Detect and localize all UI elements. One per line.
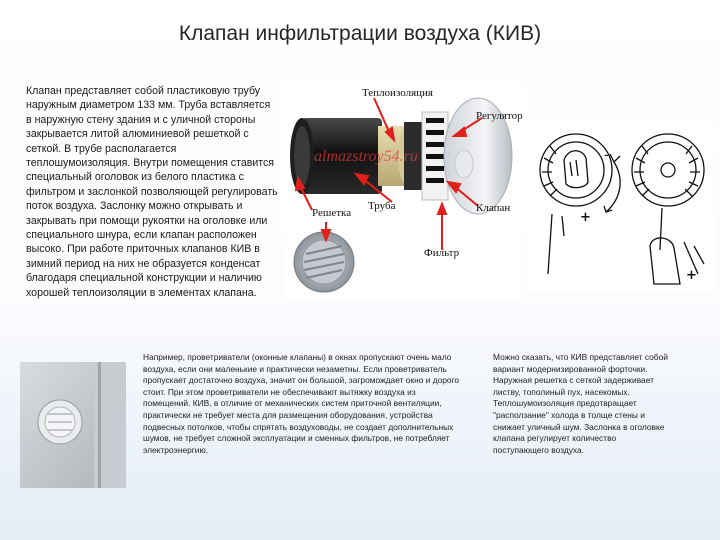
hand-adjustment-illustration	[526, 124, 716, 292]
label-grill: Решетка	[312, 207, 352, 219]
plus-sign-left: +	[580, 210, 591, 225]
plus-sign-right: +	[686, 268, 697, 283]
page-title: Клапан инфильтрации воздуха (КИВ)	[178, 22, 542, 45]
label-insulation: Теплоизоляция	[362, 87, 433, 99]
installed-valve-photo	[20, 362, 126, 488]
minus-sign: -	[604, 148, 609, 163]
hand-drawing	[526, 124, 716, 292]
label-filter: Фильтр	[424, 247, 460, 259]
label-regulator: Регулятор	[476, 110, 523, 122]
right-paragraph: Можно сказать, что КИВ представляет собой вариант модернизированной форточки. Наружная решетка с сеткой задерживает листву, тополиный пух, насекомых. Теплошумоизоляция предотвращает "расползание" холода в толще стены и снижает уличный шум. Заслонка в оголовке клапана регулирует количество поступающего воздуха.	[493, 352, 668, 455]
middle-paragraph: Например, проветриватели (оконные клапаны) в окнах пропускают очень мало воздуха, если они маленькие и практически незаметны. Если проветриватель пропускает достаточно воздуха, значит он большой, загромождает окно и дорого стоит. При этом проветриватели не обеспечивают вытяжку воздуха из помещений. КИВ, в отличие от механических систем приточной вентиляции, практически не требует места для размещения оборудования, устройства подвесных потолков, чтобы спрятать воздуховоды, не создает дополнительных шумов, не требует сложной эксплуатации и сменных фильтров, не потребляет электроэнергию.	[143, 352, 460, 455]
label-valve: Клапан	[476, 202, 511, 214]
valve-diagram-photo	[282, 82, 524, 298]
label-pipe: Труба	[368, 200, 396, 212]
watermark: almazstroy54.ru	[314, 148, 418, 165]
window-valve-image	[20, 362, 126, 488]
lead-paragraph: Клапан представляет собой пластиковую трубу наружным диаметром 133 мм. Труба вставляется в наружную стену здания и с уличной стороны закрывается литой алюминиевой решеткой с сеткой. В трубе располагается теплошумоизоляция. Внутри помещения ставится специальный оголовок из белого пластика с фильтром и заслонкой позволяющей регулировать поток воздуха. Заслонку можно открывать и закрывать при помощи рукоятки на оголовке или специального шнура, если клапан расположен высоко. При работе приточных клапанов КИВ в зимний период на них не образуется конденсат благодаря специальной конструкции и наличию хорошей теплоизоляции в элементах клапана.	[26, 85, 278, 299]
